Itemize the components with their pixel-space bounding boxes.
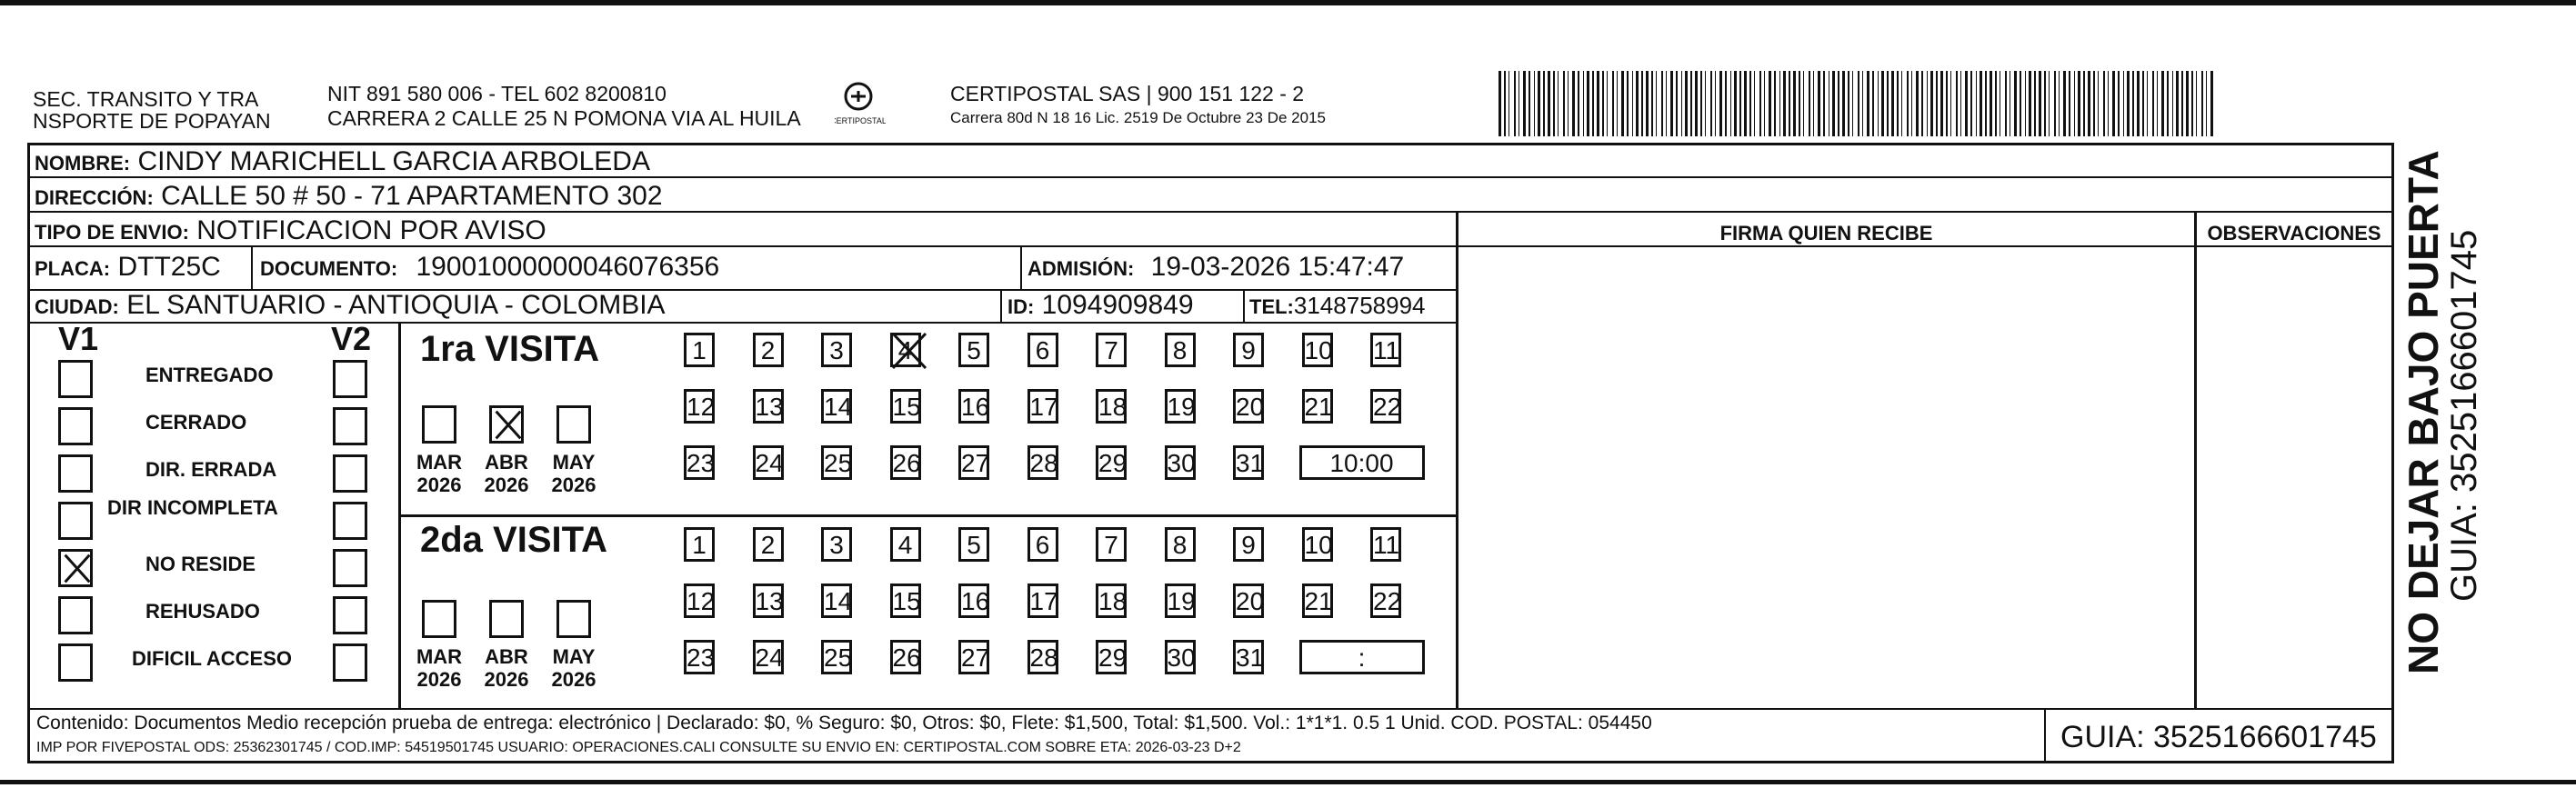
- day-box[interactable]: 6: [1027, 527, 1058, 562]
- day-box[interactable]: 2: [753, 333, 784, 367]
- barcode-bar: [1627, 71, 1629, 136]
- v2-checkbox[interactable]: [333, 549, 367, 587]
- row-line-6: [27, 708, 2391, 710]
- day-box[interactable]: 6: [1027, 333, 1058, 367]
- barcode-bar: [1592, 71, 1594, 136]
- v1-checkbox[interactable]: [58, 549, 93, 587]
- barcode-bar: [2005, 71, 2007, 136]
- barcode-bar: [1965, 71, 1968, 136]
- barcode-bar: [1970, 71, 1972, 136]
- status-label: ENTREGADO: [145, 364, 274, 386]
- direccion-label: DIRECCIÓN:: [35, 186, 154, 209]
- day-box[interactable]: 31: [1233, 640, 1264, 674]
- month-label: MAR 2026: [416, 645, 463, 691]
- day-box[interactable]: 11: [1370, 333, 1401, 367]
- nombre-label: NOMBRE:: [35, 152, 131, 175]
- barcode-bar: [1832, 71, 1835, 136]
- month-label: MAY 2026: [551, 451, 596, 496]
- day-box[interactable]: 21: [1302, 584, 1333, 618]
- tipo-value: NOTIFICACION POR AVISO: [196, 215, 546, 245]
- day-box[interactable]: 18: [1096, 389, 1127, 424]
- v1-checkbox[interactable]: [58, 502, 93, 540]
- day-box[interactable]: 14: [821, 584, 852, 618]
- footer-guia-sep: [2044, 709, 2046, 762]
- top-border: [0, 0, 2576, 5]
- barcode-bar: [1946, 71, 1948, 136]
- footer-contenido: Contenido: Documentos Medio recepción prueba de entrega: electrónico | Declarado: $0, % Seguro: $0, Otros: $0, Flete: $1,500, Total: $1,500. Vol.: 1*1*1. 0.5 1 Unid. COD. POSTAL: 054450: [36, 713, 1652, 733]
- day-box[interactable]: 1: [684, 333, 715, 367]
- barcode-bar: [1543, 71, 1545, 136]
- day-box[interactable]: 11: [1370, 527, 1401, 562]
- barcode-bar: [1553, 71, 1555, 136]
- barcode-bar: [1891, 71, 1894, 136]
- barcode: [1498, 71, 2215, 136]
- month-label: ABR 2026: [484, 451, 529, 496]
- barcode-bar: [1818, 71, 1820, 136]
- barcode-bar: [1666, 71, 1667, 136]
- barcode-bar: [1725, 71, 1727, 136]
- barcode-bar: [2078, 71, 2080, 136]
- certipostal-logo-icon: [835, 78, 886, 131]
- barcode-bar: [1990, 71, 1992, 136]
- day-box[interactable]: 5: [958, 527, 989, 562]
- barcode-bar: [2172, 71, 2173, 136]
- barcode-bar: [1749, 71, 1751, 136]
- day-box[interactable]: 23: [684, 640, 715, 674]
- day-box[interactable]: 29: [1096, 445, 1127, 480]
- barcode-bar: [2142, 71, 2144, 136]
- barcode-bar: [1980, 71, 1982, 136]
- company-line1: CERTIPOSTAL SAS | 900 151 122 - 2: [950, 82, 1305, 105]
- barcode-bar: [1799, 71, 1800, 136]
- barcode-bar: [1529, 71, 1530, 136]
- svg-text:CERTIPOSTAL: CERTIPOSTAL: [835, 116, 886, 125]
- barcode-bar: [2083, 71, 2085, 136]
- frame-left: [27, 143, 30, 763]
- admision-cell: [1027, 249, 1404, 287]
- barcode-bar: [1602, 71, 1604, 136]
- barcode-bar: [1956, 71, 1958, 136]
- barcode-bar: [1985, 71, 1987, 136]
- day-box[interactable]: 8: [1165, 527, 1196, 562]
- day-box[interactable]: 20: [1233, 389, 1264, 424]
- address-line: CARRERA 2 CALLE 25 N POMONA VIA AL HUILA: [327, 106, 801, 130]
- visit1-title: 1ra VISITA: [420, 329, 600, 369]
- nit-line: NIT 891 580 006 - TEL 602 8200810: [327, 82, 667, 105]
- status-label: REHUSADO: [145, 600, 260, 623]
- barcode-bar: [1534, 71, 1535, 136]
- barcode-bar: [1930, 71, 1933, 136]
- month-label: MAY 2026: [551, 645, 596, 691]
- admision-value: 19-03-2026 15:47:47: [1150, 252, 1405, 282]
- barcode-bar: [2044, 71, 2046, 136]
- barcode-bar: [1754, 71, 1755, 136]
- day-box[interactable]: 12: [684, 584, 715, 618]
- v2-checkbox[interactable]: [333, 454, 367, 493]
- day-box[interactable]: 5: [958, 333, 989, 367]
- firma-header: FIRMA QUIEN RECIBE: [1719, 222, 1933, 244]
- barcode-bar: [2025, 71, 2026, 136]
- day-box[interactable]: 26: [890, 445, 921, 480]
- barcode-bar: [2074, 71, 2075, 136]
- v2-checkbox[interactable]: [333, 360, 367, 398]
- barcode-bar: [2206, 71, 2207, 136]
- barcode-bar: [1681, 71, 1682, 136]
- barcode-bar: [1548, 71, 1550, 136]
- barcode-bar: [1695, 71, 1698, 136]
- month-checkbox[interactable]: [489, 405, 524, 444]
- month-checkbox[interactable]: [422, 600, 456, 638]
- admision-label: ADMISIÓN:: [1027, 257, 1135, 280]
- barcode-bar: [1578, 71, 1579, 136]
- day-box[interactable]: 24: [753, 640, 784, 674]
- barcode-bar: [1995, 71, 1997, 136]
- barcode-bar: [2063, 71, 2066, 136]
- v1-label: V1: [58, 320, 99, 357]
- v2-checkbox[interactable]: [333, 643, 367, 682]
- v2-checkbox[interactable]: [333, 502, 367, 540]
- barcode-bar: [2112, 71, 2115, 136]
- barcode-bar: [2181, 71, 2183, 136]
- barcode-bar: [2034, 71, 2036, 136]
- barcode-bar: [1744, 71, 1747, 136]
- barcode-bar: [2118, 71, 2120, 136]
- barcode-bar: [2127, 71, 2130, 136]
- barcode-bar: [1730, 71, 1731, 136]
- barcode-bar: [1563, 71, 1565, 136]
- barcode-bar: [2093, 71, 2095, 136]
- day-box[interactable]: 24: [753, 445, 784, 480]
- day-box[interactable]: 9: [1233, 333, 1264, 367]
- id-label: ID:: [1007, 295, 1035, 318]
- direccion-value: CALLE 50 # 50 - 71 APARTAMENTO 302: [161, 181, 663, 211]
- day-box[interactable]: 25: [821, 445, 852, 480]
- tel-cell: [1249, 287, 1426, 325]
- barcode-bar: [1950, 71, 1951, 136]
- barcode-bar: [1700, 71, 1702, 136]
- month-label: MAR 2026: [416, 451, 463, 496]
- barcode-bar: [1764, 71, 1765, 136]
- barcode-bar: [1705, 71, 1706, 136]
- col-obs-left: [2194, 211, 2197, 709]
- day-box[interactable]: 26: [890, 640, 921, 674]
- barcode-bar: [2157, 71, 2158, 136]
- barcode-bar: [1783, 71, 1786, 136]
- barcode-bar: [2137, 71, 2140, 136]
- barcode-bar: [1867, 71, 1869, 136]
- barcode-bar: [2147, 71, 2148, 136]
- barcode-bar: [1734, 71, 1737, 136]
- day-box[interactable]: 30: [1165, 640, 1196, 674]
- barcode-bar: [2191, 71, 2193, 136]
- day-box[interactable]: 10: [1302, 527, 1333, 562]
- id-cell: [1007, 287, 1194, 325]
- barcode-bar: [1887, 71, 1889, 136]
- sender-line1: SEC. TRANSITO Y TRA: [33, 87, 259, 111]
- sender-line2: NSPORTE DE POPAYAN: [33, 109, 271, 133]
- side-warning: NO DEJAR BAJO PUERTA: [2400, 150, 2447, 674]
- barcode-bar: [1597, 71, 1599, 136]
- ciudad-label: CIUDAD:: [35, 295, 119, 318]
- day-box[interactable]: 14: [821, 389, 852, 424]
- barcode-bar: [1670, 71, 1673, 136]
- v1-checkbox[interactable]: [58, 643, 93, 682]
- barcode-bar: [2132, 71, 2134, 136]
- barcode-bar: [2029, 71, 2031, 136]
- day-box[interactable]: 16: [958, 584, 989, 618]
- col-placa-sep: [251, 245, 253, 289]
- nombre-value: CINDY MARICHELL GARCIA ARBOLEDA: [137, 146, 650, 176]
- barcode-bar: [1715, 71, 1716, 136]
- v1-checkbox[interactable]: [58, 407, 93, 445]
- time-box[interactable]: 10:00: [1299, 445, 1425, 480]
- barcode-bar: [1852, 71, 1853, 136]
- barcode-bar: [1498, 71, 1501, 136]
- day-box[interactable]: 4: [890, 333, 921, 367]
- day-box[interactable]: 22: [1370, 389, 1401, 424]
- day-box[interactable]: 7: [1096, 527, 1127, 562]
- barcode-bar: [1936, 71, 1938, 136]
- v2-label: V2: [331, 320, 372, 357]
- day-box[interactable]: 8: [1165, 333, 1196, 367]
- day-box[interactable]: 3: [821, 527, 852, 562]
- barcode-bar: [2201, 71, 2203, 136]
- barcode-bar: [1813, 71, 1814, 136]
- month-checkbox[interactable]: [489, 600, 524, 638]
- barcode-bar: [1862, 71, 1863, 136]
- day-box[interactable]: 29: [1096, 640, 1127, 674]
- barcode-bar: [1789, 71, 1790, 136]
- day-box[interactable]: 18: [1096, 584, 1127, 618]
- id-value: 1094909849: [1041, 290, 1194, 320]
- barcode-bar: [1940, 71, 1943, 136]
- day-box[interactable]: 27: [958, 445, 989, 480]
- day-box[interactable]: 12: [684, 389, 715, 424]
- barcode-bar: [2098, 71, 2099, 136]
- barcode-bar: [2039, 71, 2041, 136]
- barcode-bar: [1583, 71, 1584, 136]
- barcode-bar: [2088, 71, 2090, 136]
- barcode-bar: [1719, 71, 1722, 136]
- placa-label: PLACA:: [35, 257, 111, 280]
- month-checkbox[interactable]: [422, 405, 456, 444]
- visit-sep: [398, 514, 1457, 517]
- ciudad-value: EL SANTUARIO - ANTIOQUIA - COLOMBIA: [126, 290, 666, 320]
- barcode-bar: [1842, 71, 1845, 136]
- barcode-bar: [2059, 71, 2060, 136]
- col-admision-sep: [1020, 245, 1022, 289]
- barcode-bar: [1769, 71, 1771, 136]
- day-box[interactable]: 2: [753, 527, 784, 562]
- barcode-bar: [2108, 71, 2109, 136]
- documento-label: DOCUMENTO:: [260, 257, 398, 280]
- day-box[interactable]: 30: [1165, 445, 1196, 480]
- barcode-bar: [1759, 71, 1761, 136]
- barcode-bar: [1739, 71, 1741, 136]
- day-box[interactable]: 22: [1370, 584, 1401, 618]
- barcode-bar: [1838, 71, 1839, 136]
- footer-guia: GUIA: 3525166601745: [2060, 720, 2377, 754]
- barcode-bar: [1676, 71, 1678, 136]
- barcode-bar: [1587, 71, 1589, 136]
- barcode-bar: [1646, 71, 1649, 136]
- barcode-bar: [2103, 71, 2105, 136]
- barcode-bar: [1803, 71, 1804, 136]
- barcode-bar: [1921, 71, 1923, 136]
- status-label: NO RESIDE: [145, 553, 256, 575]
- barcode-bar: [1690, 71, 1692, 136]
- barcode-bar: [1916, 71, 1919, 136]
- barcode-bar: [1710, 71, 1712, 136]
- barcode-bar: [2167, 71, 2169, 136]
- day-box[interactable]: 10: [1302, 333, 1333, 367]
- day-box[interactable]: 1: [684, 527, 715, 562]
- day-box[interactable]: 17: [1027, 584, 1058, 618]
- barcode-bar: [1897, 71, 1899, 136]
- barcode-bar: [1858, 71, 1859, 136]
- barcode-bar: [1617, 71, 1618, 136]
- barcode-bar: [1607, 71, 1608, 136]
- time-box[interactable]: :: [1299, 640, 1425, 674]
- day-box[interactable]: 3: [821, 333, 852, 367]
- month-label: ABR 2026: [484, 645, 529, 691]
- day-box[interactable]: 19: [1165, 584, 1196, 618]
- barcode-bar: [2054, 71, 2056, 136]
- barcode-bar: [2186, 71, 2189, 136]
- barcode-bar: [1523, 71, 1526, 136]
- barcode-bar: [1872, 71, 1874, 136]
- day-box[interactable]: 4: [890, 527, 921, 562]
- barcode-bar: [2069, 71, 2070, 136]
- day-box[interactable]: 28: [1027, 445, 1058, 480]
- nombre-row: [35, 144, 650, 182]
- v2-checkbox[interactable]: [333, 407, 367, 445]
- day-box[interactable]: 16: [958, 389, 989, 424]
- barcode-bar: [1823, 71, 1825, 136]
- day-box[interactable]: 28: [1027, 640, 1058, 674]
- frame-right: [2391, 143, 2394, 763]
- barcode-bar: [1911, 71, 1912, 136]
- placa-cell: [35, 249, 221, 287]
- day-box[interactable]: 19: [1165, 389, 1196, 424]
- v1-checkbox[interactable]: [58, 596, 93, 634]
- day-box[interactable]: 23: [684, 445, 715, 480]
- day-box[interactable]: 15: [890, 389, 921, 424]
- barcode-bar: [1661, 71, 1663, 136]
- side-guia: GUIA: 3525166601745: [2444, 229, 2484, 602]
- visit2-title: 2da VISITA: [420, 520, 607, 560]
- tipo-label: TIPO DE ENVIO:: [35, 221, 189, 244]
- status-label: DIR INCOMPLETA: [107, 496, 278, 519]
- col-id-sep: [1000, 289, 1002, 322]
- barcode-bar: [1504, 71, 1506, 136]
- barcode-bar: [1809, 71, 1810, 136]
- barcode-bar: [2210, 71, 2213, 136]
- day-box[interactable]: 9: [1233, 527, 1264, 562]
- barcode-bar: [2196, 71, 2197, 136]
- day-box[interactable]: 17: [1027, 389, 1058, 424]
- barcode-bar: [1641, 71, 1643, 136]
- barcode-bar: [2161, 71, 2164, 136]
- day-box[interactable]: 13: [753, 584, 784, 618]
- barcode-bar: [1568, 71, 1569, 136]
- status-label: DIFICIL ACCESO: [132, 647, 293, 670]
- month-checkbox[interactable]: [556, 600, 591, 638]
- v1-checkbox[interactable]: [58, 454, 93, 493]
- company-line2: Carrera 80d N 18 16 Lic. 2519 De Octubre 23 De 2015: [950, 109, 1326, 126]
- barcode-bar: [1907, 71, 1909, 136]
- day-box[interactable]: 13: [753, 389, 784, 424]
- tel-value: 3148758994: [1293, 292, 1426, 319]
- day-box[interactable]: 25: [821, 640, 852, 674]
- barcode-bar: [1878, 71, 1879, 136]
- barcode-bar: [1848, 71, 1849, 136]
- barcode-bar: [1572, 71, 1575, 136]
- barcode-bar: [1793, 71, 1796, 136]
- status-label: DIR. ERRADA: [145, 458, 277, 481]
- barcode-bar: [1960, 71, 1961, 136]
- footer-imp: IMP POR FIVEPOSTAL ODS: 25362301745 / COD.IMP: 54519501745 USUARIO: OPERACIONES.CALI CONSULTE SU ENVIO EN: CERTIPOSTAL.COM SOBRE ETA: 2026-03-23 D+2: [36, 740, 1241, 755]
- placa-value: DTT25C: [117, 252, 221, 282]
- documento-value: 19001000000046076356: [416, 252, 720, 282]
- frame-bottom: [27, 761, 2394, 763]
- barcode-bar: [2014, 71, 2017, 136]
- barcode-bar: [2049, 71, 2050, 136]
- barcode-bar: [1927, 71, 1928, 136]
- day-box[interactable]: 21: [1302, 389, 1333, 424]
- col-firma-left: [1456, 211, 1458, 709]
- tel-label: TEL:: [1249, 295, 1294, 318]
- barcode-bar: [2152, 71, 2154, 136]
- barcode-bar: [1558, 71, 1559, 136]
- barcode-bar: [1901, 71, 1902, 136]
- barcode-bar: [1656, 71, 1657, 136]
- barcode-bar: [1651, 71, 1653, 136]
- barcode-bar: [1779, 71, 1780, 136]
- barcode-bar: [1685, 71, 1688, 136]
- barcode-bar: [1538, 71, 1540, 136]
- barcode-bar: [2176, 71, 2179, 136]
- observaciones-header: OBSERVACIONES: [2207, 222, 2381, 244]
- month-checkbox[interactable]: [556, 405, 591, 444]
- col-tel-sep: [1243, 289, 1245, 322]
- barcode-bar: [1976, 71, 1977, 136]
- barcode-bar: [1881, 71, 1884, 136]
- direccion-row: [35, 178, 663, 216]
- day-box[interactable]: 20: [1233, 584, 1264, 618]
- day-box[interactable]: 31: [1233, 445, 1264, 480]
- barcode-bar: [1632, 71, 1633, 136]
- tipo-row: [35, 213, 546, 251]
- v1-checkbox[interactable]: [58, 360, 93, 398]
- barcode-bar: [1514, 71, 1516, 136]
- day-box[interactable]: 27: [958, 640, 989, 674]
- barcode-bar: [2020, 71, 2021, 136]
- barcode-bar: [1636, 71, 1639, 136]
- day-box[interactable]: 7: [1096, 333, 1127, 367]
- barcode-bar: [1621, 71, 1624, 136]
- status-label: CERRADO: [145, 411, 247, 434]
- documento-cell: [260, 249, 719, 287]
- barcode-bar: [1612, 71, 1614, 136]
- barcode-bar: [2123, 71, 2124, 136]
- barcode-bar: [1774, 71, 1776, 136]
- bottom-border: [0, 780, 2576, 784]
- v2-checkbox[interactable]: [333, 596, 367, 634]
- day-box[interactable]: 15: [890, 584, 921, 618]
